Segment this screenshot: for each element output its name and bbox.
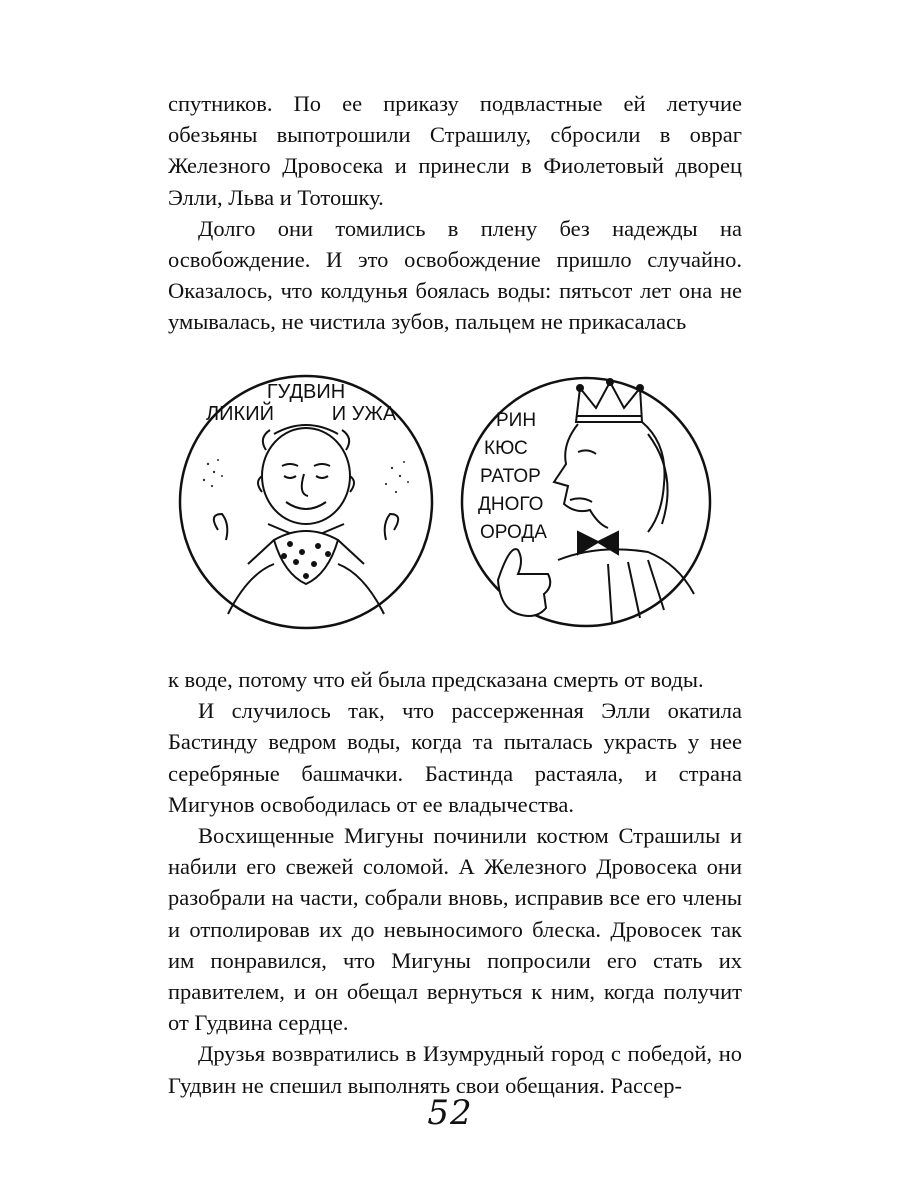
medallion-caption: ГУДВИН [266, 381, 346, 403]
paragraph: Друзья возвратились в Изумрудный город с победой, но Гудвин не спешил выполнять свои обещания. Рассер- [168, 1041, 742, 1098]
medallion-caption: РИН [496, 410, 537, 431]
paragraph: Долго они томились в плену без надежды на освобождение. И это освобождение пришло случайно. Оказалось, что колдунья боялась воды: пятьсот лет она не умывалась, не чистила зубов, пальцем не прикасалась [168, 215, 742, 335]
medallion-caption: ЛИКИЙ [206, 403, 274, 425]
medallion-emperor [462, 378, 710, 626]
illustration-medallions [178, 364, 714, 640]
paragraph: к воде, потому что ей была предсказана смерть от воды. [168, 667, 704, 692]
medallion-caption: ОРОДА [480, 522, 547, 543]
text-block-top [168, 88, 742, 338]
medallion-caption: КЮС [484, 438, 528, 459]
medallion-caption: И УЖА [331, 403, 397, 425]
paragraph: спутников. По ее приказу подвластные ей летучие обезьяны выпотрошили Страшилу, сбросили в овраг Железного Дровосека и принесли в Фиолетовый дворец Элли, Льва и Тотошку. [168, 91, 742, 210]
paragraph: И случилось так, что рассерженная Элли окатила Бастинду ведром воды, когда та пыталась украсть у нее серебряные башмачки. Бастинда растаяла, и страна Мигунов освободилась от ее владычества. [168, 698, 742, 817]
page-number: 52 [427, 1093, 473, 1133]
text-block-bottom [168, 664, 742, 1101]
medallion-caption: ДНОГО [478, 494, 544, 515]
paragraph: Восхищенные Мигуны починили костюм Страшилы и набили его свежей соломой. А Железного Дровосека они разобрали на части, собрали вновь, исправив все его члены и отполировав их до невыносимого блеска. Дровосек так им понравился, что Мигуны попросили его стать их правителем, и он обещал вернуться к ним, когда получит от Гудвина сердце. [168, 823, 742, 1036]
medallion-goodwin [180, 376, 432, 628]
medallion-caption: РАТОР [480, 466, 541, 487]
